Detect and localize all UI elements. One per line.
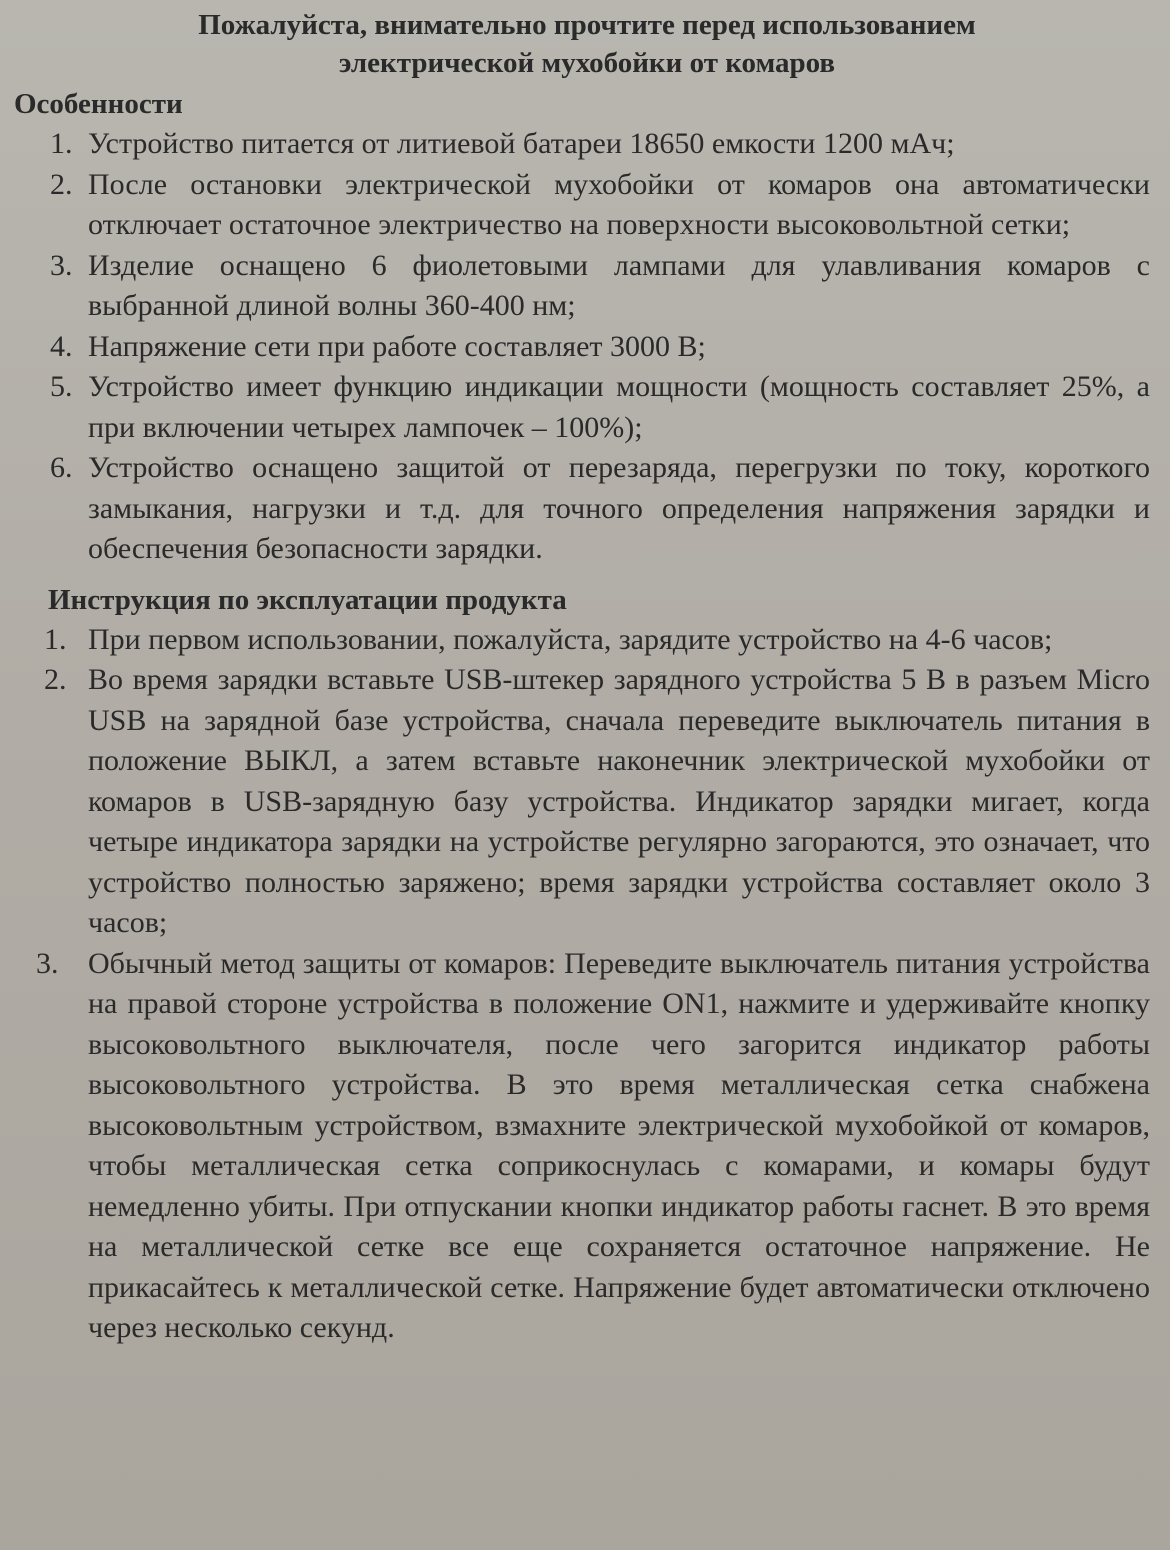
instruction-item-2 [14,660,1150,944]
instruction-item-3 [14,944,1150,1349]
instruction-text: Во время зарядки вставьте USB-штекер зарядного устройства 5 В в разъем Micro USB на зарядной базе устройства, сначала переведите выключатель питания в положение ВЫКЛ, а затем вставьте наконечник электрической мухобойки от комаров в USB-зарядную базу устройства. Индикатор зарядки мигает, когда четыре индикатора зарядки на устройстве регулярно загораются, это означает, что устройство полностью заряжено; время зарядки устройства составляет около 3 часов; [88,663,1150,939]
feature-text: Устройство питается от литиевой батареи 18650 емкости 1200 мАч; [88,127,955,160]
instruction-text: Обычный метод защиты от комаров: Переведите выключатель питания устройства на правой стороне устройства в положение ON1, нажмите и удерживайте кнопку высоковольтного выключателя, после чего загорится индикатор работы высоковольтного устройства. В это время металлическая сетка снабжена высоковольтным устройством, взмахните электрической мухобойкой от комаров, чтобы металлическая сетка соприкоснулась с комарами, и комары будут немедленно убиты. При отпускании кнопки индикатор работы гаснет. В это время на металлической сетке все еще сохраняется остаточное напряжение. Не прикасайтесь к металлической сетке. Напряжение будет автоматически отключено через несколько секунд. [88,946,1150,1344]
instruction-number: 1. [44,622,67,656]
feature-item-2 [14,165,1150,246]
feature-item-1 [14,124,1150,165]
features-list [14,124,1150,570]
instructions-list [14,620,1150,1349]
feature-number: 3. [50,248,73,282]
feature-number: 6. [50,451,73,484]
feature-item-3 [14,246,1150,327]
feature-item-5 [14,367,1150,448]
instructions-heading: Инструкция по эксплуатации продукта [48,583,567,616]
feature-number: 5. [50,370,73,403]
feature-number: 2. [50,167,73,201]
instruction-text: При первом использовании, пожалуйста, зарядите устройство на 4-6 часов; [88,622,1053,656]
feature-text: Напряжение сети при работе составляет 3000 В; [88,329,706,363]
feature-text: Изделие оснащено 6 фиолетовыми лампами для улавливания комаров с выбранной длиной волны 360-400 нм; [88,248,1150,322]
instruction-item-1 [14,620,1150,661]
instruction-number: 2. [44,663,67,696]
feature-number: 1. [50,127,73,160]
instruction-number: 3. [36,946,59,980]
feature-number: 4. [50,329,73,363]
document-title [14,6,1150,82]
feature-text: Устройство имеет функцию индикации мощности (мощность составляет 25%, а при включении четырех лампочек – 100%); [88,370,1150,444]
features-heading: Особенности [14,88,183,120]
feature-item-6 [14,448,1150,570]
title-line-2: электрической мухобойки от комаров [338,47,836,79]
title-line-1: Пожалуйста, внимательно прочтите перед использованием [198,9,976,41]
feature-text: После остановки электрической мухобойки от комаров она автоматически отключает остаточное электричество на поверхности высоковольтной сетки; [88,167,1150,241]
feature-item-4 [14,327,1150,368]
feature-text: Устройство оснащено защитой от перезаряда, перегрузки по току, короткого замыкания, нагрузки и т.д. для точного определения напряжения зарядки и обеспечения безопасности зарядки. [88,451,1150,565]
